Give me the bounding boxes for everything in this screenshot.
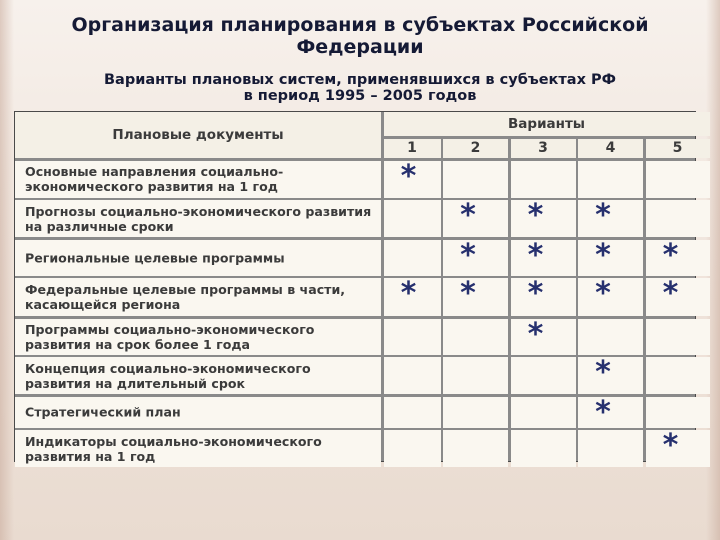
document-row-label-cell [15, 430, 381, 467]
variant-number-cell [578, 139, 643, 159]
variant-cell [646, 319, 710, 355]
variant-cell [384, 430, 441, 467]
document-row-label-cell [15, 200, 381, 237]
variant-cell [384, 200, 441, 237]
left-decorative-strip [0, 0, 14, 540]
variant-number-cell [384, 139, 441, 159]
variant-cell [443, 161, 508, 198]
header-docs-label: Плановые документы [112, 127, 284, 143]
variant-number: 2 [470, 140, 481, 157]
variant-mark-star: * [593, 237, 613, 273]
variant-mark-star: * [593, 355, 613, 390]
variant-number-cell [646, 139, 710, 159]
variant-cell [443, 357, 508, 394]
variant-mark-star: * [399, 276, 418, 311]
slide-subtitle [40, 72, 680, 104]
variant-cell [443, 319, 508, 355]
variant-cell [578, 161, 643, 198]
variant-mark-star: * [458, 198, 478, 233]
document-row-label: Программы социально-экономического развития на срок более 1 года [25, 321, 315, 352]
variant-number: 4 [605, 140, 616, 157]
variant-cell [646, 357, 710, 394]
document-row-label: Стратегический план [25, 404, 181, 420]
variant-cell [646, 397, 710, 428]
document-row-label: Индикаторы социально-экономического развития на 1 год [25, 433, 322, 464]
header-docs-cell [15, 112, 381, 158]
variant-mark-star: * [593, 198, 613, 233]
variant-mark-star: * [399, 158, 418, 194]
variant-cell [511, 397, 576, 428]
document-row-label: Региональные целевые программы [25, 250, 285, 265]
document-row-label-cell [15, 397, 381, 428]
subtitle-line-1: Варианты плановых систем, применявшихся в субъектах РФ [103, 72, 616, 88]
variant-cell [443, 397, 508, 428]
document-row-label-cell [15, 240, 381, 276]
variant-mark-star: * [458, 276, 478, 311]
variant-cell [646, 161, 710, 198]
variant-cell [511, 430, 576, 467]
document-row-label: Федеральные целевые программы в части, касающейся региона [25, 282, 346, 312]
document-row-label: Концепция социально-экономического развития на длительный срок [25, 360, 311, 391]
header-variants-label: Варианты [508, 116, 585, 132]
document-row-label: Основные направления социально-экономического развития на 1 год [25, 164, 284, 194]
document-row-label: Прогнозы социально-экономического развития на различные сроки [25, 203, 372, 234]
document-row-label-cell [15, 319, 381, 355]
document-row-label-cell [15, 278, 381, 316]
variant-mark-star: * [661, 237, 680, 273]
variant-cell [646, 200, 710, 237]
variant-cell [578, 430, 643, 467]
variant-mark-star: * [526, 237, 545, 273]
variant-cell [384, 397, 441, 428]
variant-cell [384, 319, 441, 355]
variant-mark-star: * [661, 428, 680, 463]
variant-cell [578, 319, 643, 355]
variant-mark-star: * [526, 198, 545, 233]
variant-number: 1 [407, 140, 417, 157]
document-row-label-cell [15, 161, 381, 198]
variant-cell [443, 430, 508, 467]
variant-cell [511, 357, 576, 394]
subtitle-line-2: в период 1995 – 2005 годов [243, 88, 477, 104]
variant-mark-star: * [526, 316, 545, 352]
variant-mark-star: * [661, 276, 680, 311]
variant-mark-star: * [526, 276, 545, 311]
document-row-label-cell [15, 357, 381, 394]
variant-cell [384, 240, 441, 276]
variant-number-cell [443, 139, 508, 159]
variant-cell [384, 357, 441, 394]
variant-number: 5 [672, 140, 683, 157]
variant-number-cell [511, 139, 576, 159]
variant-number: 3 [538, 140, 548, 157]
variant-mark-star: * [593, 276, 613, 311]
slide-title: Организация планирования в субъектах Российской Федерации [71, 14, 649, 58]
variant-mark-star: * [593, 394, 613, 430]
variant-mark-star: * [458, 237, 478, 273]
header-variants-cell [384, 112, 710, 136]
variant-cell [511, 161, 576, 198]
planning-variants-table [14, 111, 696, 462]
